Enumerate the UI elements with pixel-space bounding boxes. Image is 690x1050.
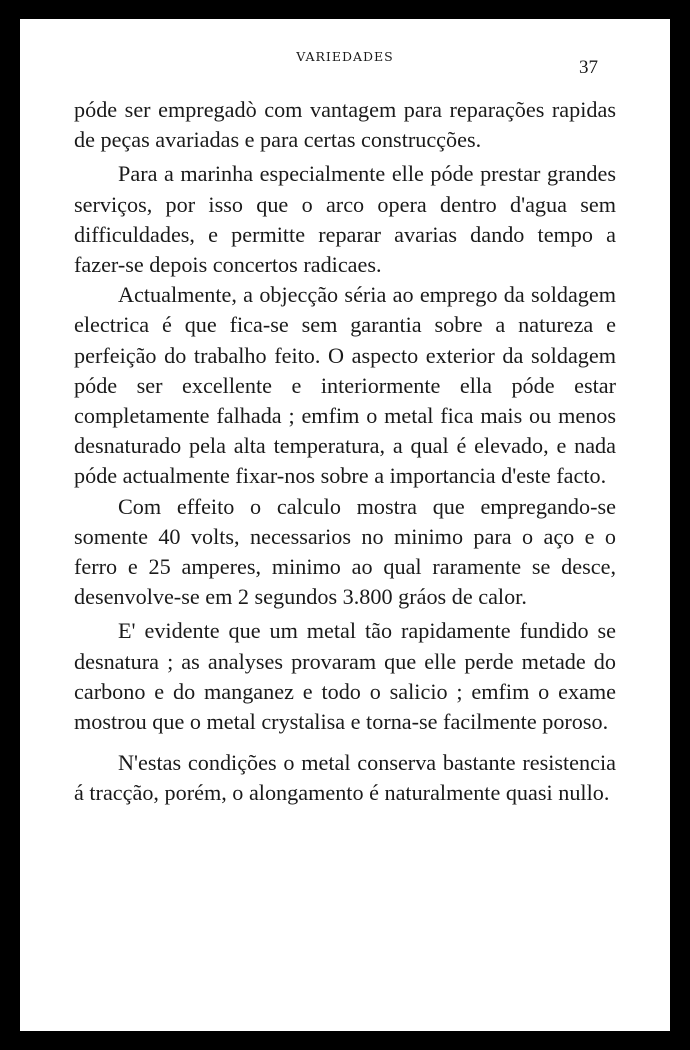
paragraph-analyses: E' evidente que um metal tão rapidamente fundido se desnatura ; as analyses provaram que elle perde metade do carbono e do manganez e todo o salicio ; emfim o exame mostrou que o metal crystalisa e torna-se facilmente poroso. <box>74 618 616 735</box>
paragraph-calculo: Com effeito o calculo mostra que empregando-se somente 40 volts, necessarios no minimo para o aço e o ferro e 25 amperes, minimo ao qual raramente se desce, desenvolve-se em 2 segundos 3.800 gráos de calor. <box>74 493 616 610</box>
paragraph-objeccao: Actualmente, a objecção séria ao emprego da soldagem electrica é que fica-se sem garantia sobre a natureza e perfeição do trabalho feito. O aspecto exterior da soldagem póde ser excellente e interiormente ella póde estar completamente falhada ; emfim o metal fica mais ou menos desnaturado pela alta temperatura, a qual é elevado, e nada póde actualmente fixar-nos sobre a importancia d'este facto. <box>74 282 616 489</box>
paragraph-continuation: póde ser empregadò com vantagem para reparações rapidas de peças avariadas e para certas construcções. <box>74 97 616 153</box>
running-head: VARIEDADES <box>296 49 394 64</box>
paragraph-marinha: Para a marinha especialmente elle póde prestar grandes serviços, por isso que o arco opera dentro d'agua sem difficuldades, e permitte reparar avarias dando tempo a fazer-se depois concertos radicaes. <box>74 161 616 278</box>
body-text <box>74 95 616 809</box>
paragraph-condicoes: N'estas condições o metal conserva bastante resistencia á tracção, porém, o alongamento é naturalmente quasi nullo. <box>74 750 616 806</box>
page-number: 37 <box>579 57 598 78</box>
book-page <box>20 19 670 1031</box>
